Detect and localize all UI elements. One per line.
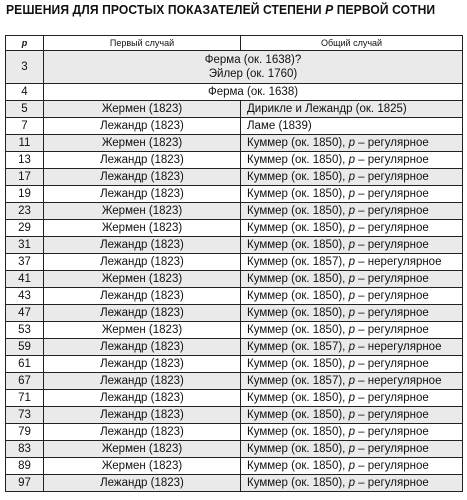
cell-first-case: Лежандр (1823): [44, 152, 241, 169]
table-row: [6, 475, 463, 492]
table-row: [6, 390, 463, 407]
cell-p: 97: [6, 475, 44, 492]
cell-general-case: Дирикле и Лежандр (ок. 1825): [241, 101, 463, 118]
table-row: [6, 373, 463, 390]
cell-p: 89: [6, 458, 44, 475]
table-row: [6, 169, 463, 186]
cell-p: 43: [6, 288, 44, 305]
cell-general-case: Куммер (ок. 1850), р – регулярное: [241, 305, 463, 322]
table-row: [6, 407, 463, 424]
variable-p: р: [348, 324, 355, 336]
cell-p: 41: [6, 271, 44, 288]
table-row: [6, 271, 463, 288]
variable-p: р: [348, 239, 355, 251]
variable-p: р: [348, 256, 355, 268]
variable-p: р: [348, 154, 355, 166]
cell-first-case: Жермен (1823): [44, 101, 241, 118]
table-row: [6, 424, 463, 441]
cell-first-case: Лежандр (1823): [44, 288, 241, 305]
cell-first-case: Лежандр (1823): [44, 305, 241, 322]
table-row: [6, 322, 463, 339]
cell-general-case: Куммер (ок. 1857), р – нерегулярное: [241, 339, 463, 356]
cell-p: 53: [6, 322, 44, 339]
cell-p: 47: [6, 305, 44, 322]
variable-p: р: [348, 460, 355, 472]
table-row: [6, 101, 463, 118]
cell-first-case: Лежандр (1823): [44, 169, 241, 186]
merged-case-line: Эйлер (ок. 1760): [208, 68, 298, 80]
variable-p: р: [348, 171, 355, 183]
cell-general-case: Куммер (ок. 1850), р – регулярное: [241, 186, 463, 203]
cell-first-case: Лежандр (1823): [44, 407, 241, 424]
table-row: [6, 203, 463, 220]
cell-general-case: Куммер (ок. 1850), р – регулярное: [241, 390, 463, 407]
cell-p: 67: [6, 373, 44, 390]
table-row: [6, 84, 463, 101]
table-body: [6, 51, 463, 492]
cell-first-case: Жермен (1823): [44, 271, 241, 288]
table-row: [6, 237, 463, 254]
table-row: [6, 339, 463, 356]
variable-p: р: [348, 409, 355, 421]
cell-first-case: Жермен (1823): [44, 203, 241, 220]
table-row: [6, 152, 463, 169]
variable-p: р: [348, 443, 355, 455]
title-text-before: РЕШЕНИЯ ДЛЯ ПРОСТЫХ ПОКАЗАТЕЛЕЙ СТЕПЕНИ: [6, 2, 326, 17]
cell-p: 31: [6, 237, 44, 254]
variable-p: р: [348, 341, 355, 353]
cell-general-case: Куммер (ок. 1857), р – нерегулярное: [241, 254, 463, 271]
cell-first-case: Лежандр (1823): [44, 475, 241, 492]
cell-first-case: Жермен (1823): [44, 441, 241, 458]
cell-first-case: Лежандр (1823): [44, 424, 241, 441]
cell-first-case: Лежандр (1823): [44, 186, 241, 203]
cell-p: 17: [6, 169, 44, 186]
merged-case-line: Ферма (ок. 1638): [207, 86, 299, 98]
table-row: [6, 441, 463, 458]
cell-first-case: Лежандр (1823): [44, 339, 241, 356]
cell-p: 61: [6, 356, 44, 373]
page-title: [6, 2, 435, 17]
cell-p: 59: [6, 339, 44, 356]
header-p: p: [6, 36, 44, 51]
variable-p: р: [348, 222, 355, 234]
title-text-after: ПЕРВОЙ СОТНИ: [333, 2, 436, 17]
cell-merged-case: [44, 84, 463, 101]
cell-first-case: Лежандр (1823): [44, 118, 241, 135]
variable-p: р: [348, 375, 355, 387]
cell-general-case: Куммер (ок. 1850), р – регулярное: [241, 152, 463, 169]
cell-first-case: Лежандр (1823): [44, 390, 241, 407]
table-row: [6, 356, 463, 373]
cell-p: 29: [6, 220, 44, 237]
cell-p: 79: [6, 424, 44, 441]
cell-general-case: Куммер (ок. 1850), р – регулярное: [241, 288, 463, 305]
cell-first-case: Жермен (1823): [44, 135, 241, 152]
table-row: [6, 288, 463, 305]
variable-p: р: [348, 188, 355, 200]
variable-p: р: [348, 205, 355, 217]
table-row: [6, 186, 463, 203]
header-first-case: Первый случай: [44, 36, 241, 51]
cell-merged-case: [44, 51, 463, 84]
variable-p: р: [348, 273, 355, 285]
cell-p: 23: [6, 203, 44, 220]
cell-general-case: Куммер (ок. 1850), р – регулярное: [241, 356, 463, 373]
exponent-solutions-table: [5, 35, 463, 492]
cell-first-case: Жермен (1823): [44, 322, 241, 339]
variable-p: р: [348, 290, 355, 302]
cell-general-case: Куммер (ок. 1850), р – регулярное: [241, 203, 463, 220]
table-row: [6, 305, 463, 322]
variable-p: р: [348, 392, 355, 404]
cell-p: 5: [6, 101, 44, 118]
cell-p: 7: [6, 118, 44, 135]
cell-p: 71: [6, 390, 44, 407]
variable-p: р: [348, 358, 355, 370]
cell-general-case: Куммер (ок. 1857), р – нерегулярное: [241, 373, 463, 390]
cell-first-case: Жермен (1823): [44, 220, 241, 237]
cell-general-case: Куммер (ок. 1850), р – регулярное: [241, 237, 463, 254]
cell-general-case: Куммер (ок. 1850), р – регулярное: [241, 475, 463, 492]
cell-general-case: Ламе (1839): [241, 118, 463, 135]
cell-general-case: Куммер (ок. 1850), р – регулярное: [241, 271, 463, 288]
cell-general-case: Куммер (ок. 1850), р – регулярное: [241, 169, 463, 186]
variable-p: р: [348, 137, 355, 149]
cell-general-case: Куммер (ок. 1850), р – регулярное: [241, 424, 463, 441]
cell-p: 19: [6, 186, 44, 203]
cell-general-case: Куммер (ок. 1850), р – регулярное: [241, 458, 463, 475]
cell-general-case: Куммер (ок. 1850), р – регулярное: [241, 407, 463, 424]
table-row: [6, 458, 463, 475]
cell-p: 11: [6, 135, 44, 152]
table-row: [6, 135, 463, 152]
cell-p: 13: [6, 152, 44, 169]
cell-general-case: Куммер (ок. 1850), р – регулярное: [241, 441, 463, 458]
cell-p: 3: [6, 51, 44, 84]
title-variable: P: [325, 2, 334, 17]
cell-general-case: Куммер (ок. 1850), р – регулярное: [241, 322, 463, 339]
table-row: [6, 220, 463, 237]
table-row: [6, 254, 463, 271]
cell-first-case: Лежандр (1823): [44, 356, 241, 373]
cell-first-case: Лежандр (1823): [44, 373, 241, 390]
cell-p: 4: [6, 84, 44, 101]
cell-p: 37: [6, 254, 44, 271]
cell-first-case: Лежандр (1823): [44, 254, 241, 271]
cell-p: 83: [6, 441, 44, 458]
variable-p: р: [348, 477, 355, 489]
table-row: [6, 51, 463, 84]
table-row: [6, 118, 463, 135]
cell-general-case: Куммер (ок. 1850), р – регулярное: [241, 220, 463, 237]
header-general-case: Общий случай: [241, 36, 463, 51]
cell-first-case: Лежандр (1823): [44, 237, 241, 254]
cell-first-case: Жермен (1823): [44, 458, 241, 475]
cell-p: 73: [6, 407, 44, 424]
merged-case-line: Ферма (ок. 1638)?: [204, 54, 302, 66]
table-header-row: [6, 36, 463, 51]
cell-general-case: Куммер (ок. 1850), р – регулярное: [241, 135, 463, 152]
variable-p: р: [348, 307, 355, 319]
variable-p: р: [348, 426, 355, 438]
